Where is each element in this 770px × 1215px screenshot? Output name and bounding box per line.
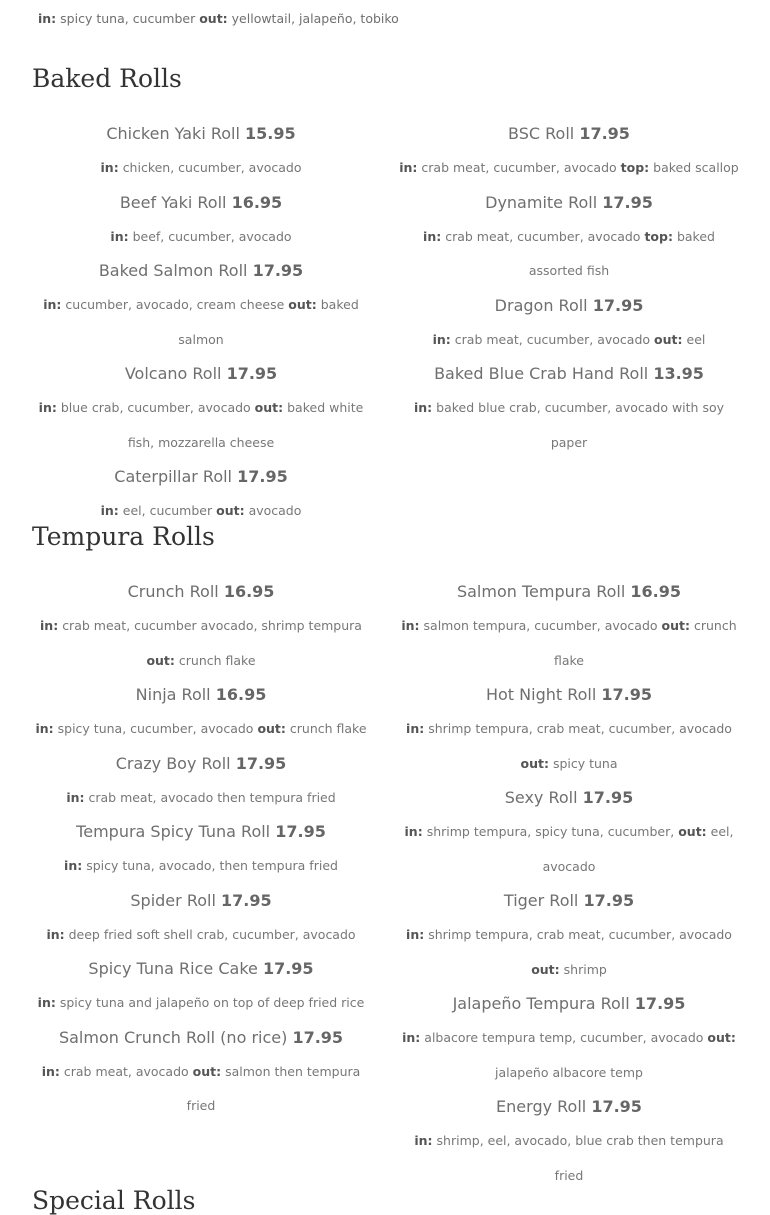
menu-item-name <box>31 254 371 288</box>
tempura-rolls-left-column <box>31 575 371 1124</box>
ingredient-text: salmon tempura, cucumber, avocado <box>423 618 658 633</box>
ingredient-label: in: <box>399 160 418 175</box>
item-title: BSC Roll <box>508 124 575 143</box>
menu-item-name <box>399 1090 739 1124</box>
ingredient-text: deep fried soft shell crab, cucumber, avocado <box>68 926 356 942</box>
out-ingredients: yellowtail, jalapeño, tobiko <box>231 11 399 26</box>
ingredient-label: out: <box>146 652 175 668</box>
ingredient-label: top: <box>620 160 650 175</box>
ingredient-label: out: <box>661 618 691 633</box>
menu-item-name <box>399 117 739 151</box>
item-price: 17.95 <box>601 685 653 704</box>
menu-item-name <box>399 987 739 1021</box>
menu-item-name <box>31 884 371 918</box>
menu-item-name <box>31 575 371 609</box>
ingredient-label: in: <box>43 297 62 312</box>
ingredient-label: in: <box>432 331 451 347</box>
ingredient-label: in: <box>46 926 65 942</box>
item-title: Caterpillar Roll <box>114 467 232 486</box>
menu-item-description <box>399 1124 739 1193</box>
ingredient-label: in: <box>38 400 57 415</box>
ingredient-label: out: <box>520 755 549 771</box>
item-title: Crunch Roll <box>127 582 219 601</box>
ingredient-label: out: <box>254 400 284 415</box>
menu-item-description <box>399 220 739 289</box>
menu-item-name <box>31 357 371 391</box>
item-price: 17.95 <box>220 890 272 910</box>
baked-rolls-right-column <box>399 117 739 460</box>
menu-item-name <box>31 460 371 494</box>
ingredient-text: crab meat, cucumber avocado, shrimp tempura <box>62 618 362 633</box>
ingredient-text: eel, cucumber <box>122 503 213 518</box>
item-price: 15.95 <box>245 124 296 143</box>
item-price: 17.95 <box>583 891 635 910</box>
ingredient-text: baked assorted fish <box>528 228 715 278</box>
ingredient-text: spicy tuna, cucumber, avocado <box>57 721 254 736</box>
menu-item-name <box>31 1021 371 1055</box>
baked-rolls-left-column <box>31 117 371 529</box>
ingredient-text: crab meat, cucumber, avocado <box>454 331 651 347</box>
item-price: 17.95 <box>634 994 686 1013</box>
ingredient-label: out: <box>531 961 560 977</box>
item-title: Salmon Crunch Roll (no rice) <box>58 1027 288 1047</box>
ingredient-text: jalapeño albacore temp <box>495 1064 643 1080</box>
menu-item-name <box>399 678 739 712</box>
menu-item-name <box>31 952 371 986</box>
item-price: 13.95 <box>653 364 704 383</box>
ingredient-text: shrimp tempura, spicy tuna, cucumber, <box>426 824 675 839</box>
ingredient-label: in: <box>40 618 59 633</box>
ingredient-label: in: <box>413 400 433 415</box>
ingredient-label: out: <box>192 1063 222 1079</box>
ingredient-label: in: <box>64 858 83 873</box>
ingredient-text: spicy tuna, avocado, then tempura fried <box>86 858 338 873</box>
menu-item-name <box>31 117 371 151</box>
ingredient-text: shrimp, eel, avocado, blue crab then tempura fried <box>436 1133 724 1183</box>
item-price: 17.95 <box>226 364 278 383</box>
section-title-baked-rolls: Baked Rolls <box>32 64 182 93</box>
ingredient-label: in: <box>37 995 56 1010</box>
ingredient-label: in: <box>35 721 54 736</box>
menu-item-description <box>399 918 739 987</box>
item-title: Dynamite Roll <box>485 192 598 212</box>
ingredient-text: spicy tuna <box>552 755 618 771</box>
ingredient-text: shrimp <box>563 961 607 977</box>
item-title: Jalapeño Tempura Roll <box>452 994 630 1013</box>
tempura-rolls-right-column <box>399 575 739 1193</box>
ingredient-text: albacore tempura temp, cucumber, avocado <box>424 1030 704 1045</box>
menu-item-description <box>399 151 739 186</box>
menu-item-description <box>31 781 371 816</box>
item-price: 17.95 <box>237 467 288 486</box>
ingredient-label: in: <box>414 1133 433 1148</box>
ingredient-label: in: <box>423 228 442 244</box>
ingredient-label: in: <box>110 228 129 244</box>
ingredient-label: in: <box>401 618 420 633</box>
ingredient-text: shrimp tempura, crab meat, cucumber, avocado <box>428 927 732 942</box>
ingredient-text: blue crab, cucumber, avocado <box>60 400 251 415</box>
ingredient-label: in: <box>100 503 119 518</box>
item-price: 17.95 <box>252 261 304 280</box>
menu-item-description <box>31 288 371 357</box>
menu-item-description <box>31 220 371 255</box>
ingredient-text: eel <box>686 331 706 347</box>
item-title: Crazy Boy Roll <box>115 753 231 773</box>
ingredient-label: in: <box>406 721 425 736</box>
menu-item-description <box>399 609 739 678</box>
menu-item-description <box>31 1055 371 1124</box>
ingredient-label: top: <box>644 228 673 244</box>
ingredient-label: in: <box>100 160 119 175</box>
ingredient-label: out: <box>216 503 245 518</box>
item-title: Dragon Roll <box>494 295 588 315</box>
menu-item-description <box>399 323 739 358</box>
menu-item-name <box>399 289 739 323</box>
item-title: Spicy Tuna Rice Cake <box>88 959 258 978</box>
menu-item-description <box>399 712 739 781</box>
menu-item-name <box>31 815 371 849</box>
ingredient-text: crab meat, cucumber, avocado <box>421 160 617 175</box>
item-title: Salmon Tempura Roll <box>456 582 626 601</box>
item-price: 17.95 <box>591 1097 642 1116</box>
item-price: 17.95 <box>275 822 326 841</box>
item-price: 17.95 <box>235 753 287 773</box>
item-title: Sexy Roll <box>504 788 578 807</box>
menu-item-name <box>31 678 371 712</box>
ingredient-text: crunch flake <box>178 652 256 668</box>
ingredient-label: in: <box>406 927 425 942</box>
menu-item-name <box>399 357 739 391</box>
menu-item-description <box>31 151 371 186</box>
item-title: Tempura Spicy Tuna Roll <box>76 822 271 841</box>
ingredient-text: cucumber, avocado, cream cheese <box>65 297 285 312</box>
menu-item-description <box>399 815 739 884</box>
ingredient-label: out: <box>678 824 707 839</box>
item-price: 17.95 <box>292 1027 344 1047</box>
ingredient-text: crunch flake <box>553 618 737 668</box>
ingredient-text: crab meat, avocado <box>63 1063 189 1079</box>
menu-item-name <box>399 575 739 609</box>
menu-item-description <box>31 918 371 953</box>
item-title: Volcano Roll <box>124 364 222 383</box>
ingredient-label: out: <box>288 297 317 312</box>
ingredient-label: in: <box>404 824 423 839</box>
ingredient-label: out: <box>654 331 683 347</box>
item-title: Baked Blue Crab Hand Roll <box>434 364 649 383</box>
section-title-special-rolls: Special Rolls <box>32 1186 196 1215</box>
ingredient-label: out: <box>707 1030 736 1045</box>
in-label: in: <box>38 11 57 26</box>
menu-item-description <box>31 609 371 678</box>
menu-item-name <box>399 884 739 918</box>
menu-item-name <box>399 781 739 815</box>
in-ingredients: spicy tuna, cucumber <box>60 11 196 26</box>
item-title: Tiger Roll <box>503 891 579 910</box>
item-price: 16.95 <box>630 582 682 601</box>
ingredient-text: crab meat, cucumber, avocado <box>445 228 641 244</box>
item-price: 17.95 <box>602 192 653 212</box>
menu-item-description <box>399 391 739 460</box>
menu-item-description <box>31 712 371 747</box>
top-item-description <box>38 11 399 26</box>
item-price: 17.95 <box>262 959 314 978</box>
ingredient-text: baked blue crab, cucumber, avocado with soy paper <box>436 400 725 450</box>
ingredient-text: crab meat, avocado then tempura fried <box>88 789 336 805</box>
out-label: out: <box>199 11 228 26</box>
ingredient-label: in: <box>41 1063 60 1079</box>
ingredient-text: beef, cucumber, avocado <box>132 228 292 244</box>
menu-item-description <box>399 1021 739 1090</box>
ingredient-text: baked salmon <box>178 297 359 347</box>
item-title: Hot Night Roll <box>485 685 597 704</box>
item-price: 17.95 <box>592 295 644 315</box>
item-title: Spider Roll <box>130 890 216 910</box>
ingredient-text: spicy tuna and jalapeño on top of deep fried rice <box>59 995 365 1010</box>
item-price: 17.95 <box>582 788 634 807</box>
ingredient-label: in: <box>66 789 85 805</box>
item-title: Ninja Roll <box>135 685 211 704</box>
item-title: Chicken Yaki Roll <box>106 124 240 143</box>
item-price: 16.95 <box>231 192 283 212</box>
ingredient-label: out: <box>257 721 286 736</box>
menu-item-name <box>399 186 739 220</box>
ingredient-text: chicken, cucumber, avocado <box>122 160 302 175</box>
ingredient-label: in: <box>402 1030 421 1045</box>
ingredient-text: salmon then tempura fried <box>186 1063 361 1113</box>
menu-item-name <box>31 186 371 220</box>
item-title: Beef Yaki Roll <box>119 192 227 212</box>
ingredient-text: crunch flake <box>289 721 367 736</box>
section-title-tempura-rolls: Tempura Rolls <box>32 522 215 551</box>
item-price: 16.95 <box>215 685 267 704</box>
menu-item-name <box>31 747 371 781</box>
ingredient-text: avocado <box>248 503 302 518</box>
item-title: Baked Salmon Roll <box>98 261 248 280</box>
item-price: 17.95 <box>579 124 630 143</box>
ingredient-text: baked scallop <box>653 160 739 175</box>
ingredient-text: shrimp tempura, crab meat, cucumber, avocado <box>428 721 732 736</box>
ingredient-text: eel, avocado <box>542 824 734 874</box>
menu-item-description <box>31 849 371 884</box>
item-price: 16.95 <box>223 582 275 601</box>
item-title: Energy Roll <box>496 1097 587 1116</box>
menu-item-description <box>31 391 371 460</box>
ingredient-text: baked white fish, mozzarella cheese <box>127 400 364 450</box>
menu-item-description <box>31 986 371 1021</box>
